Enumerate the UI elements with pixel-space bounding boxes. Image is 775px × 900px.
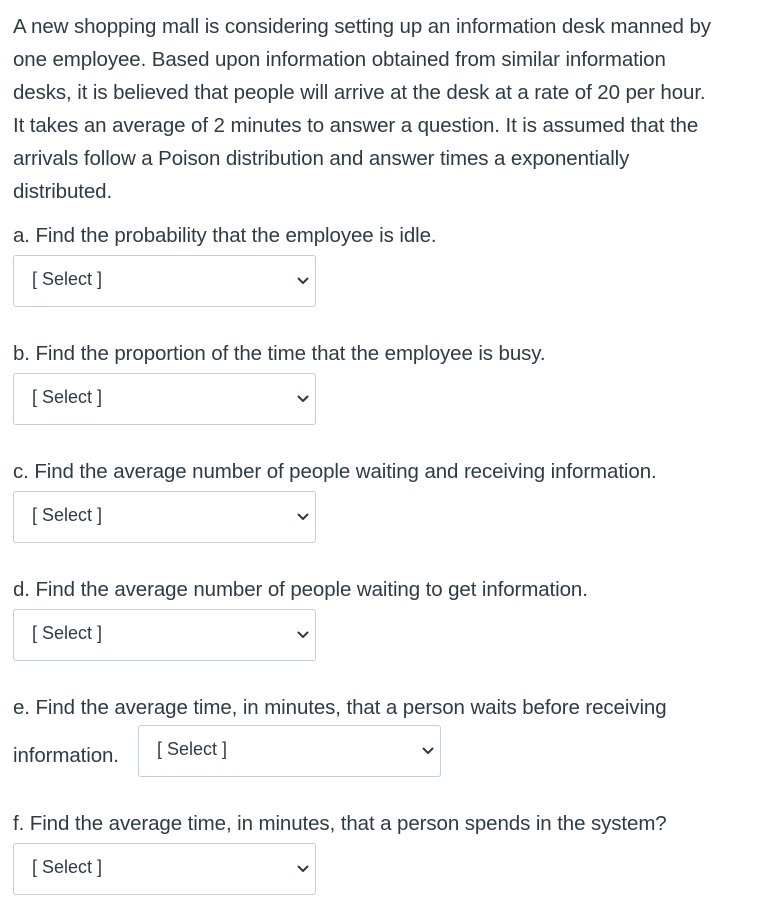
answer-e-dropdown[interactable]	[138, 725, 441, 777]
question-a	[13, 219, 768, 307]
answer-d-dropdown[interactable]	[13, 609, 316, 661]
intro-line: A new shopping mall is considering setting up an information desk manned by	[13, 15, 711, 38]
chevron-down-icon	[297, 395, 309, 403]
question-c	[13, 455, 768, 543]
answer-c-selected: [ Select ]	[32, 505, 103, 525]
chevron-down-icon	[297, 513, 309, 521]
intro-line: It takes an average of 2 minutes to answer a question. It is assumed that the	[13, 114, 699, 137]
question-b-text: b. Find the proportion of the time that the employee is busy.	[13, 342, 546, 365]
intro-line: distributed.	[13, 180, 113, 203]
answer-a-dropdown[interactable]	[13, 255, 316, 307]
question-f	[13, 807, 768, 895]
question-f-text: f. Find the average time, in minutes, that a person spends in the system?	[13, 812, 667, 835]
chevron-down-icon	[297, 277, 309, 285]
question-b	[13, 337, 768, 425]
answer-e-selected: [ Select ]	[157, 739, 228, 759]
intro-line: arrivals follow a Poison distribution and answer times a exponentially	[13, 147, 630, 170]
intro-line: desks, it is believed that people will arrive at the desk at a rate of 20 per hour.	[13, 81, 706, 104]
question-a-text: a. Find the probability that the employee is idle.	[13, 224, 437, 247]
intro-line: one employee. Based upon information obtained from similar information	[13, 48, 666, 71]
answer-f-dropdown[interactable]	[13, 843, 316, 895]
chevron-down-icon	[422, 747, 434, 755]
answer-d-selected: [ Select ]	[32, 623, 103, 643]
question-c-text: c. Find the average number of people waiting and receiving information.	[13, 460, 657, 483]
quiz-question	[13, 10, 768, 895]
answer-c-dropdown[interactable]	[13, 491, 316, 543]
question-d	[13, 573, 768, 661]
question-d-text: d. Find the average number of people waiting to get information.	[13, 578, 588, 601]
answer-b-selected: [ Select ]	[32, 387, 103, 407]
question-e-text: e. Find the average time, in minutes, that a person waits before receiving	[13, 696, 667, 719]
chevron-down-icon	[297, 865, 309, 873]
question-e-inline-row	[13, 725, 768, 777]
question-e	[13, 691, 768, 777]
answer-f-selected: [ Select ]	[32, 857, 103, 877]
question-e-text-continued: information.	[13, 744, 119, 767]
answer-a-selected: [ Select ]	[32, 269, 103, 289]
answer-b-dropdown[interactable]	[13, 373, 316, 425]
chevron-down-icon	[297, 631, 309, 639]
question-intro	[13, 10, 768, 208]
